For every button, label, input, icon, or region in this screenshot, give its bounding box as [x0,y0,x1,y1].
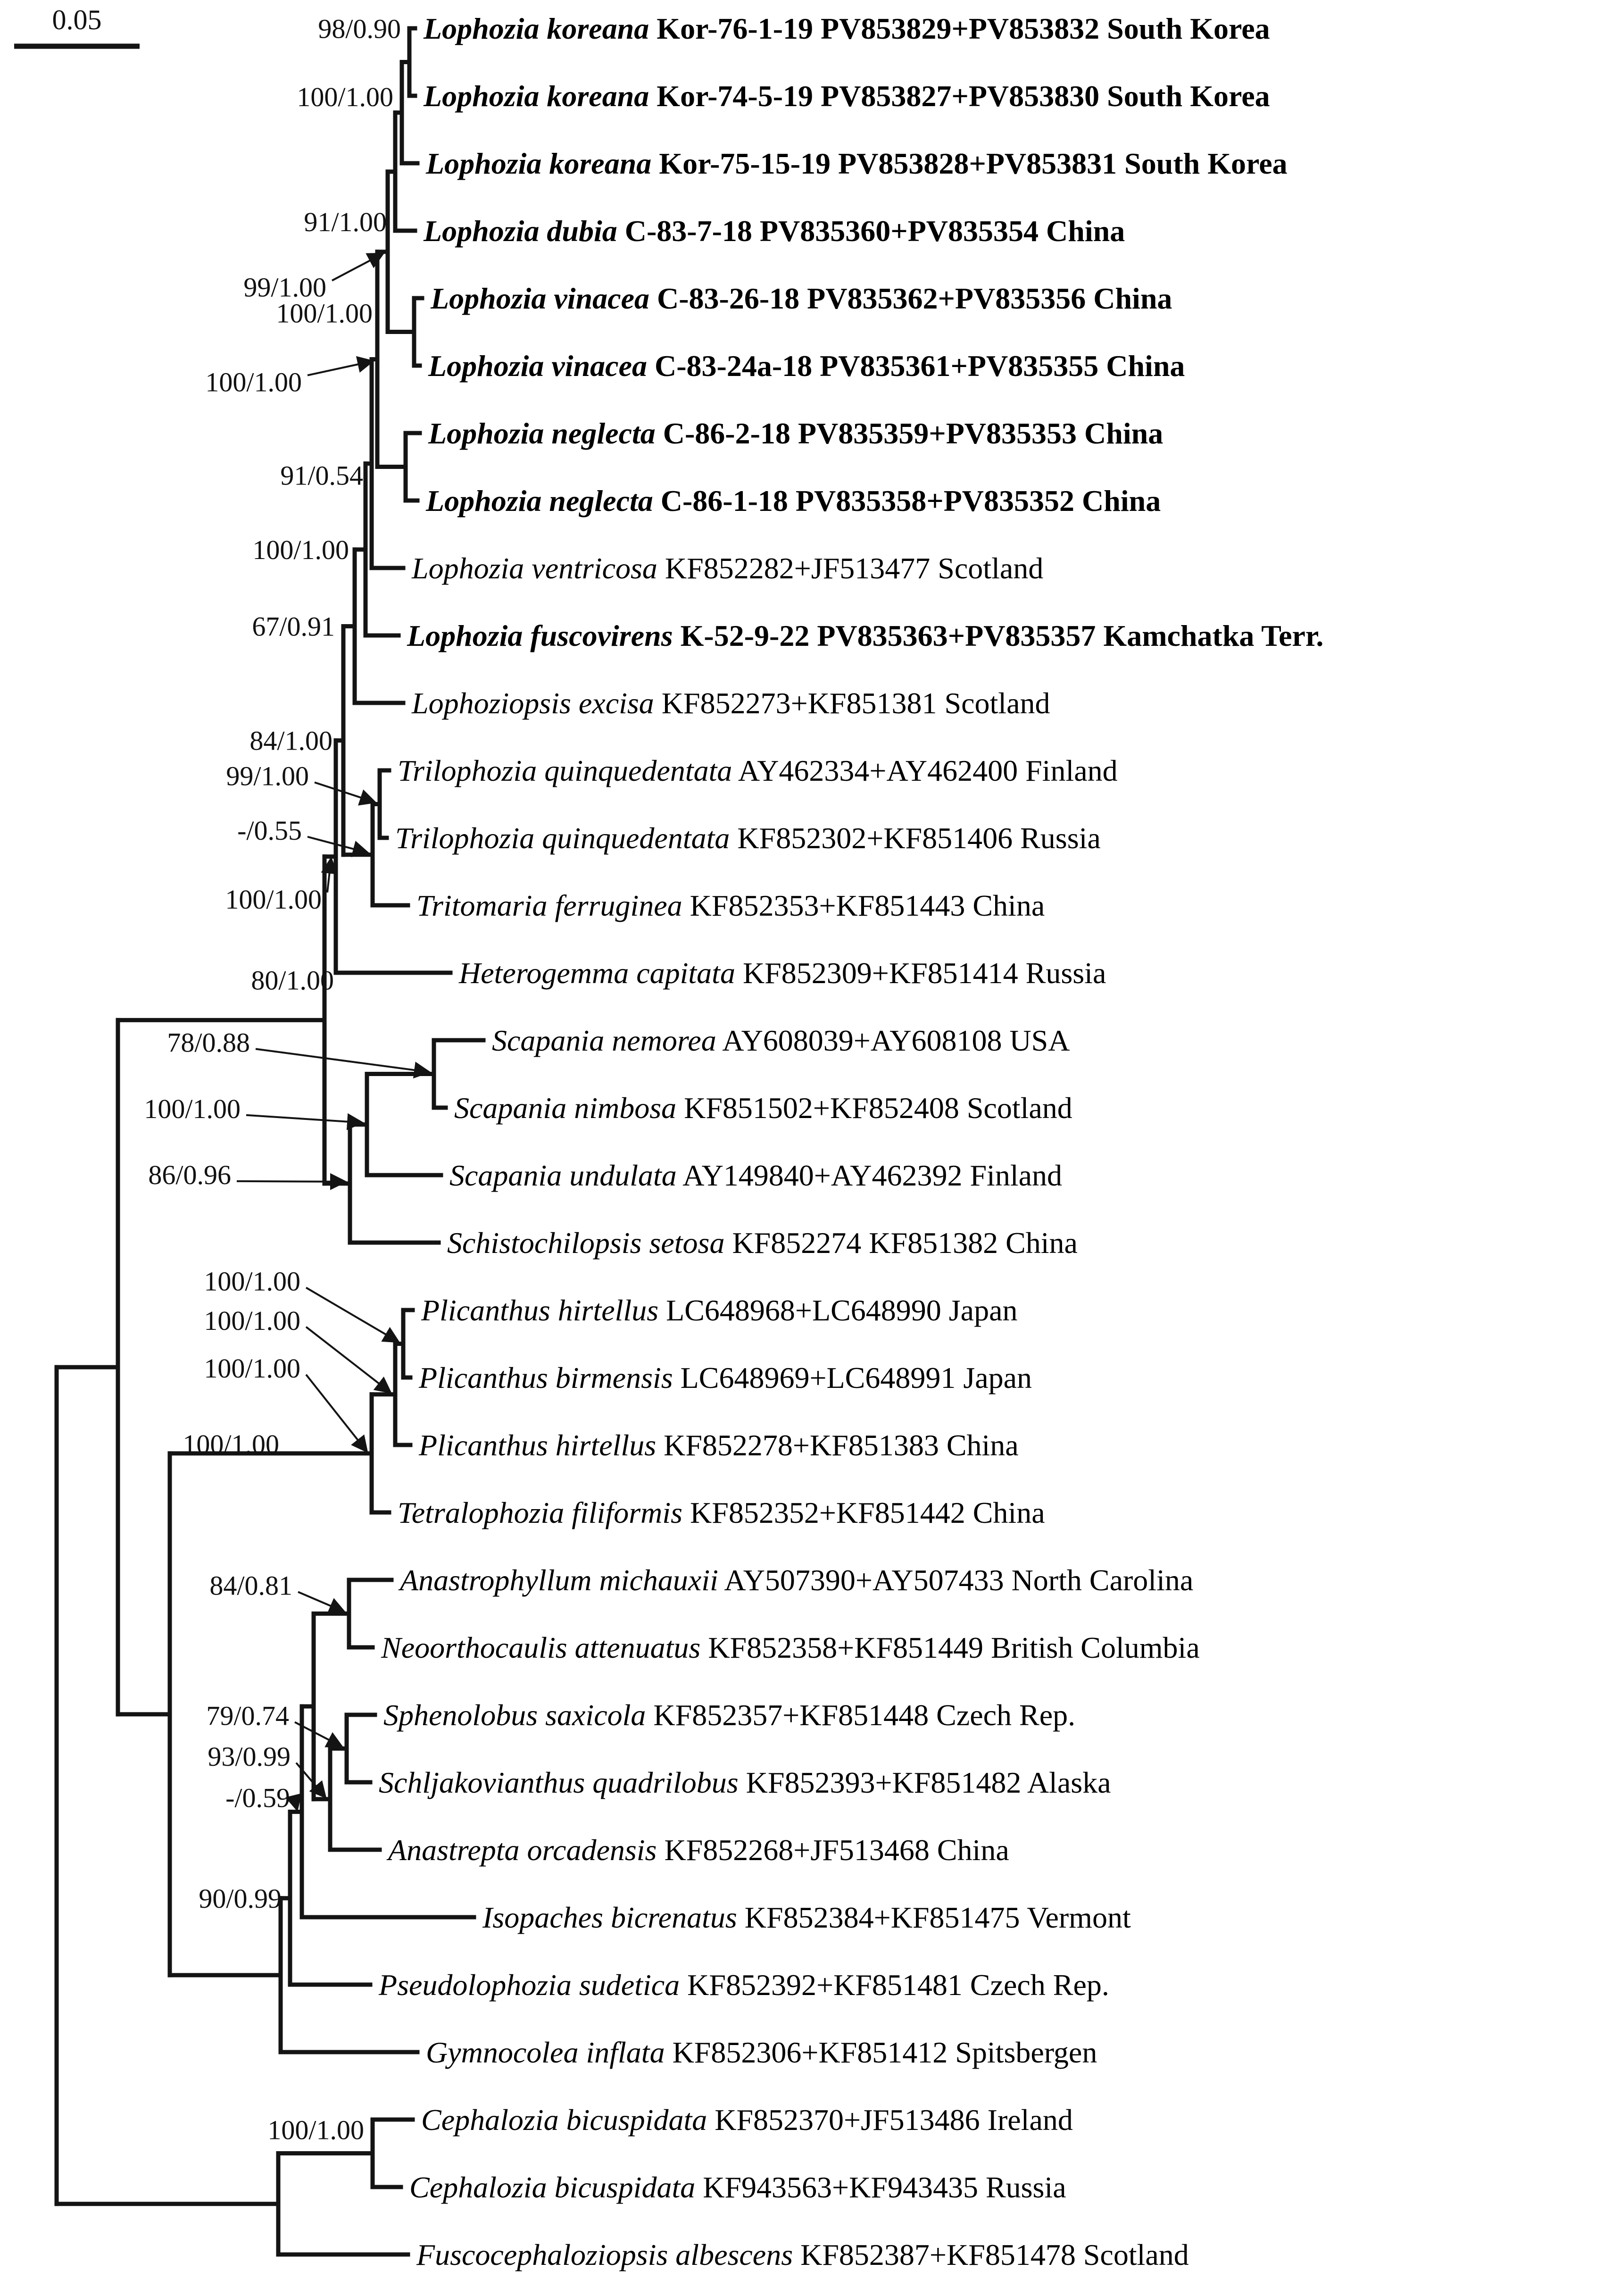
taxon-label: Lophozia dubia C-83-7-18 PV835360+PV835354 China [424,214,1125,248]
taxon-label: Tetralophozia filiformis KF852352+KF851442 China [398,1496,1045,1529]
support-label: 100/1.00 [225,884,322,915]
taxon-label: Tritomaria ferruginea KF852353+KF851443 China [416,889,1045,922]
support-label: 84/0.81 [209,1570,292,1601]
support-arrow [308,361,373,376]
taxon-label: Scapania nimbosa KF851502+KF852408 Scotland [454,1091,1072,1125]
taxon-label: Lophozia koreana Kor-76-1-19 PV853829+PV853832 South Korea [424,12,1270,45]
support-label: 98/0.90 [318,13,401,44]
taxon-label: Lophozia vinacea C-83-26-18 PV835362+PV835356 China [431,282,1172,315]
taxon-label: Lophozia ventricosa KF852282+JF513477 Scotland [412,551,1044,585]
taxon-label: Lophozia vinacea C-83-24a-18 PV835361+PV835355 China [428,349,1185,383]
taxon-label: Anastrophyllum michauxii AY507390+AY507433 North Carolina [400,1563,1194,1597]
support-label: 99/1.00 [243,272,326,303]
taxon-label: Heterogemma capitata KF852309+KF851414 Russia [459,956,1106,990]
support-arrow [296,1804,297,1810]
support-label: 99/1.00 [226,760,309,792]
taxon-label: Plicanthus hirtellus KF852278+KF851383 China [419,1428,1019,1462]
taxon-label: Scapania nemorea AY608039+AY608108 USA [492,1024,1070,1057]
support-label: 100/1.00 [204,1266,300,1297]
taxon-label: Cephalozia bicuspidata KF852370+JF513486 Ireland [421,2103,1073,2137]
taxon-label: Trilophozia quinquedentata KF852302+KF851406 Russia [395,821,1101,855]
taxon-label: Schistochilopsis setosa KF852274 KF851382 China [447,1226,1078,1260]
support-label: 93/0.99 [208,1741,291,1772]
scale-bar-label: 0.05 [52,4,102,35]
support-label: 100/1.00 [297,81,393,112]
support-label: 79/0.74 [206,1700,289,1731]
scale-bar [14,4,140,46]
support-arrow [246,1115,362,1123]
taxon-label: Anastrepta orcadensis KF852268+JF513468 China [388,1833,1009,1867]
support-label: 100/1.00 [205,367,302,398]
support-label: 100/1.00 [204,1353,300,1384]
taxon-label: Lophozia fuscovirens K-52-9-22 PV835363+PV835357 Kamchatka Terr. [407,619,1324,652]
support-label: 100/1.00 [252,534,349,565]
taxon-label: Pseudolophozia sudetica KF852392+KF851481 Czech Rep. [379,1968,1109,2002]
support-arrow [306,1288,399,1342]
taxon-label: Scapania undulata AY149840+AY462392 Finland [449,1159,1062,1192]
tree-branches [57,12,1323,2271]
support-arrow [306,1327,391,1393]
taxon-label: Plicanthus hirtellus LC648968+LC648990 Japan [421,1294,1018,1327]
taxon-label: Cephalozia bicuspidata KF943563+KF943435 Russia [409,2171,1066,2204]
taxon-label: Lophozia neglecta C-86-1-18 PV835358+PV835352 China [426,484,1161,518]
support-label: 80/1.00 [251,965,334,996]
support-label: 100/1.00 [204,1305,300,1336]
taxon-label: Trilophozia quinquedentata AY462334+AY462400 Finland [398,754,1118,787]
taxon-label: Fuscocephaloziopsis albescens KF852387+KF851478 Scotland [416,2238,1189,2271]
support-arrow [327,859,331,893]
taxon-label: Lophozia neglecta C-86-2-18 PV835359+PV835353 China [428,417,1164,450]
support-label: 100/1.00 [183,1428,279,1460]
support-label: -/0.55 [237,815,302,846]
taxon-label: Neoorthocaulis attenuatus KF852358+KF851449 British Columbia [381,1631,1200,1664]
support-label: 91/1.00 [304,206,387,237]
support-label: -/0.59 [225,1782,290,1813]
support-label: 100/1.00 [144,1093,241,1124]
support-label: 78/0.88 [167,1027,250,1058]
taxon-label: Isopaches bicrenatus KF852384+KF851475 Vermont [482,1901,1131,1934]
taxon-label: Lophozia koreana Kor-75-15-19 PV853828+PV853831 South Korea [426,147,1288,180]
support-label: 90/0.99 [199,1883,282,1914]
support-label: 67/0.91 [252,611,335,642]
support-arrow [298,1592,344,1612]
support-arrow [306,1375,367,1452]
support-label: 84/1.00 [249,725,332,756]
taxon-label: Lophozia koreana Kor-74-5-19 PV853827+PV853830 South Korea [424,79,1270,113]
support-arrow [237,1181,345,1182]
support-arrow [256,1049,429,1072]
taxon-label: Gymnocolea inflata KF852306+KF851412 Spitsbergen [426,2036,1097,2069]
taxon-label: Sphenolobus saxicola KF852357+KF851448 Czech Rep. [383,1698,1076,1732]
taxon-label: Schljakovianthus quadrilobus KF852393+KF851482 Alaska [379,1766,1111,1799]
taxon-label: Lophoziopsis excisa KF852273+KF851381 Scotland [412,686,1050,720]
support-label: 100/1.00 [276,298,373,329]
taxon-label: Plicanthus birmensis LC648969+LC648991 Japan [419,1361,1032,1394]
support-label: 86/0.96 [148,1159,231,1190]
support-label: 100/1.00 [267,2114,364,2146]
support-label: 91/0.54 [280,460,363,491]
